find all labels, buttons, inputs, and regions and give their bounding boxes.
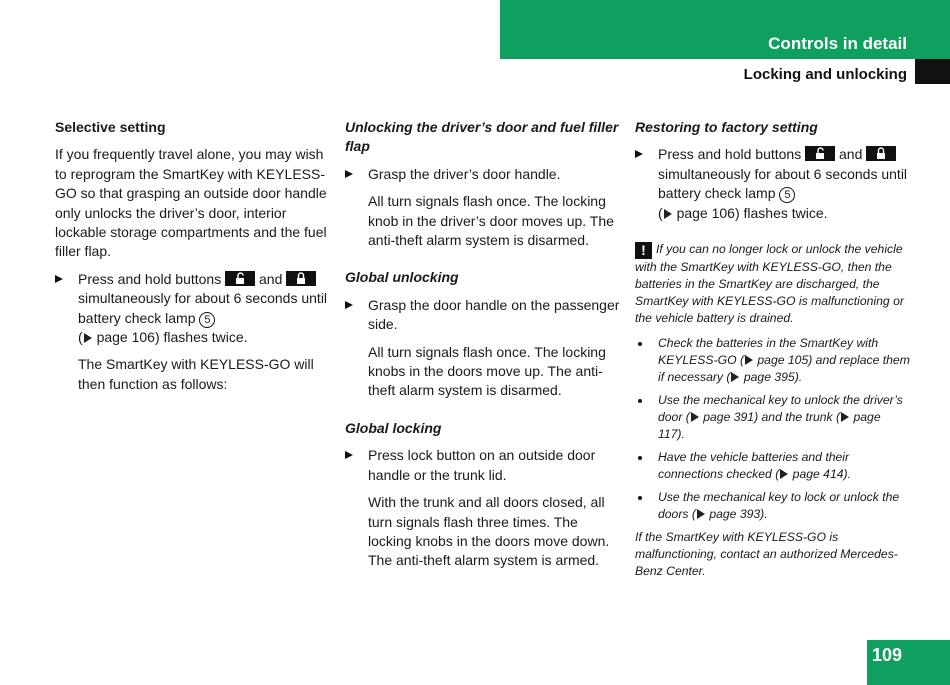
result-text: The SmartKey with KEYLESS-GO will then function as follows: bbox=[78, 356, 314, 392]
intro-paragraph: If you frequently travel alone, you may wish to reprogram the SmartKey with KEYLESS-GO so that grasping an outside door handle only unlocks the driver’s door, interior lockable storage compartments and the fuel filler flap. bbox=[55, 146, 327, 260]
page-ref-icon bbox=[780, 469, 788, 479]
column-restoring-factory bbox=[635, 118, 910, 588]
column-selective-setting bbox=[55, 118, 330, 402]
page-ref-icon bbox=[841, 412, 849, 422]
result-text: With the trunk and all doors closed, all turn signals flash three times. The locking knobs in the doors move down. The anti-theft alarm system is armed. bbox=[368, 494, 610, 569]
instruction-step: Grasp the door handle on the passenger side. bbox=[345, 296, 620, 335]
heading-selective-setting: Selective setting bbox=[55, 119, 166, 135]
page-ref-icon bbox=[84, 333, 92, 343]
step-arrow-icon bbox=[345, 451, 353, 459]
page-number: 109 bbox=[872, 645, 903, 665]
step-arrow-icon bbox=[55, 275, 63, 283]
step-arrow-icon bbox=[635, 150, 643, 158]
heading-unlocking-drivers-door: Unlocking the driver’s door and fuel filler flap bbox=[345, 119, 619, 155]
section-marker bbox=[915, 59, 950, 84]
warning-note: ! If you can no longer lock or unlock the vehicle with the SmartKey with KEYLESS-GO, then the batteries in the SmartKey are discharged, the SmartKey with KEYLESS-GO is malfunctioning or the vehicle battery is drained. bbox=[635, 242, 904, 326]
heading-restoring-factory-setting: Restoring to factory setting bbox=[635, 119, 818, 135]
column-unlocking-locking bbox=[345, 118, 620, 579]
unlock-button-icon bbox=[225, 271, 255, 286]
instruction-step: Press lock button on an outside door handle or the trunk lid. bbox=[345, 446, 620, 485]
bullet-icon bbox=[638, 342, 642, 346]
bullet-icon bbox=[638, 456, 642, 460]
instruction-step: Grasp the driver’s door handle. bbox=[345, 165, 620, 184]
list-item: Use the mechanical key to unlock the driver’s door ( page 391) and the trunk ( page 117). bbox=[635, 392, 910, 443]
page-ref-icon bbox=[731, 372, 739, 382]
step-arrow-icon bbox=[345, 301, 353, 309]
battery-lamp-number: 5 bbox=[779, 187, 795, 203]
list-item: Use the mechanical key to lock or unlock the doors ( page 393). bbox=[635, 489, 910, 523]
warning-icon: ! bbox=[635, 242, 652, 259]
lock-button-icon bbox=[286, 271, 316, 286]
heading-global-locking: Global locking bbox=[345, 419, 442, 436]
list-item: Check the batteries in the SmartKey with KEYLESS-GO ( page 105) and replace them if necessary ( page 395). bbox=[635, 335, 910, 386]
list-item: Have the vehicle batteries and their connections checked ( page 414). bbox=[635, 449, 910, 483]
subsection-title: Locking and unlocking bbox=[743, 66, 907, 83]
step-arrow-icon bbox=[345, 170, 353, 178]
result-text: All turn signals flash once. The locking knobs in the doors move up. The anti-theft alarm system is disarmed. bbox=[368, 343, 606, 399]
battery-lamp-number: 5 bbox=[199, 312, 215, 328]
page-ref-icon bbox=[691, 412, 699, 422]
lock-button-icon bbox=[866, 146, 896, 161]
section-title: Controls in detail bbox=[768, 34, 907, 53]
instruction-step: Press and hold buttons and simultaneously for about 6 seconds until battery check lamp 5 ( page 106) flashes twice. bbox=[55, 270, 330, 348]
bullet-icon bbox=[638, 399, 642, 403]
result-text: All turn signals flash once. The locking knob in the driver’s door moves up. The anti-theft alarm system is disarmed. bbox=[368, 193, 614, 249]
unlock-button-icon bbox=[805, 146, 835, 161]
page-ref-icon bbox=[697, 509, 705, 519]
page-ref-icon bbox=[745, 355, 753, 365]
heading-global-unlocking: Global unlocking bbox=[345, 269, 459, 286]
bullet-icon bbox=[638, 496, 642, 500]
page-ref-icon bbox=[664, 209, 672, 219]
instruction-step: Press and hold buttons and simultaneously for about 6 seconds until battery check lamp 5 ( page 106) flashes twice. bbox=[635, 145, 910, 223]
closing-note: If the SmartKey with KEYLESS-GO is malfunctioning, contact an authorized Mercedes-Benz Center. bbox=[635, 530, 898, 579]
